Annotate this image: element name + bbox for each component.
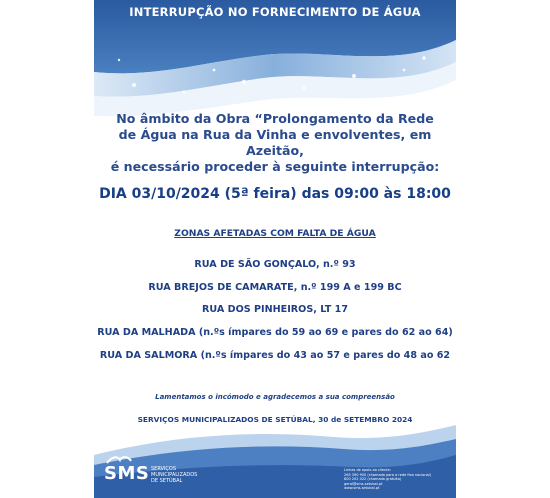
zone-item: RUA DE SÃO GONÇALO, n.º 93 xyxy=(194,259,356,270)
apology-text: Lamentamos o incómodo e agradecemos a sua compreensão xyxy=(155,393,395,401)
logo-sub-line: DE SETÚBAL xyxy=(151,478,183,484)
contact-info xyxy=(344,468,444,491)
intro-line-1: No âmbito da Obra “Prolongamento da Rede xyxy=(116,111,434,126)
zone-item: RUA DA SALMORA (n.ºs ímpares do 43 ao 57 e pares do 48 ao 62 xyxy=(99,350,451,361)
interruption-date: DIA 03/10/2024 (5ª feira) das 09:00 às 18:00 xyxy=(99,186,451,202)
zone-item: RUA BREJOS DE CAMARATE, n.º 199 A e 199 BC xyxy=(148,282,402,293)
intro-line-2: de Água na Rua da Vinha e envolventes, em Azeitão, xyxy=(118,127,432,158)
intro-line-3: é necessário proceder à seguinte interrupção: xyxy=(110,159,440,174)
contact-line: geral@sms-setubal.pt xyxy=(344,481,383,486)
contact-line: www.sms-setubal.pt xyxy=(344,486,380,490)
contact-line: 265 390 900 (chamada para a rede fixa nacional) xyxy=(344,472,432,477)
contact-line: Linhas de apoio ao cliente: xyxy=(344,468,392,472)
sms-logo-subtitle xyxy=(151,466,241,484)
logo-sub-line: SERVIÇOS xyxy=(151,466,177,472)
contact-line: 800 202 022 (chamada gratuita) xyxy=(344,477,402,481)
zone-item: RUA DOS PINHEIROS, LT 17 xyxy=(202,304,348,315)
signature-line: SERVIÇOS MUNICIPALIZADOS DE SETÚBAL, 30 de SETEMBRO 2024 xyxy=(137,415,413,424)
notice-poster xyxy=(94,0,456,498)
zone-item: RUA DA MALHADA (n.ºs ímpares do 59 ao 69 e pares do 62 ao 64) xyxy=(97,327,453,338)
notice-title: INTERRUPÇÃO NO FORNECIMENTO DE ÁGUA xyxy=(129,5,421,19)
intro-text xyxy=(94,111,456,175)
zones-heading: ZONAS AFETADAS COM FALTA DE ÁGUA xyxy=(174,228,376,239)
logo-sub-line: MUNICIPALIZADOS xyxy=(151,472,198,478)
sms-logo-text: SMS xyxy=(104,463,150,484)
